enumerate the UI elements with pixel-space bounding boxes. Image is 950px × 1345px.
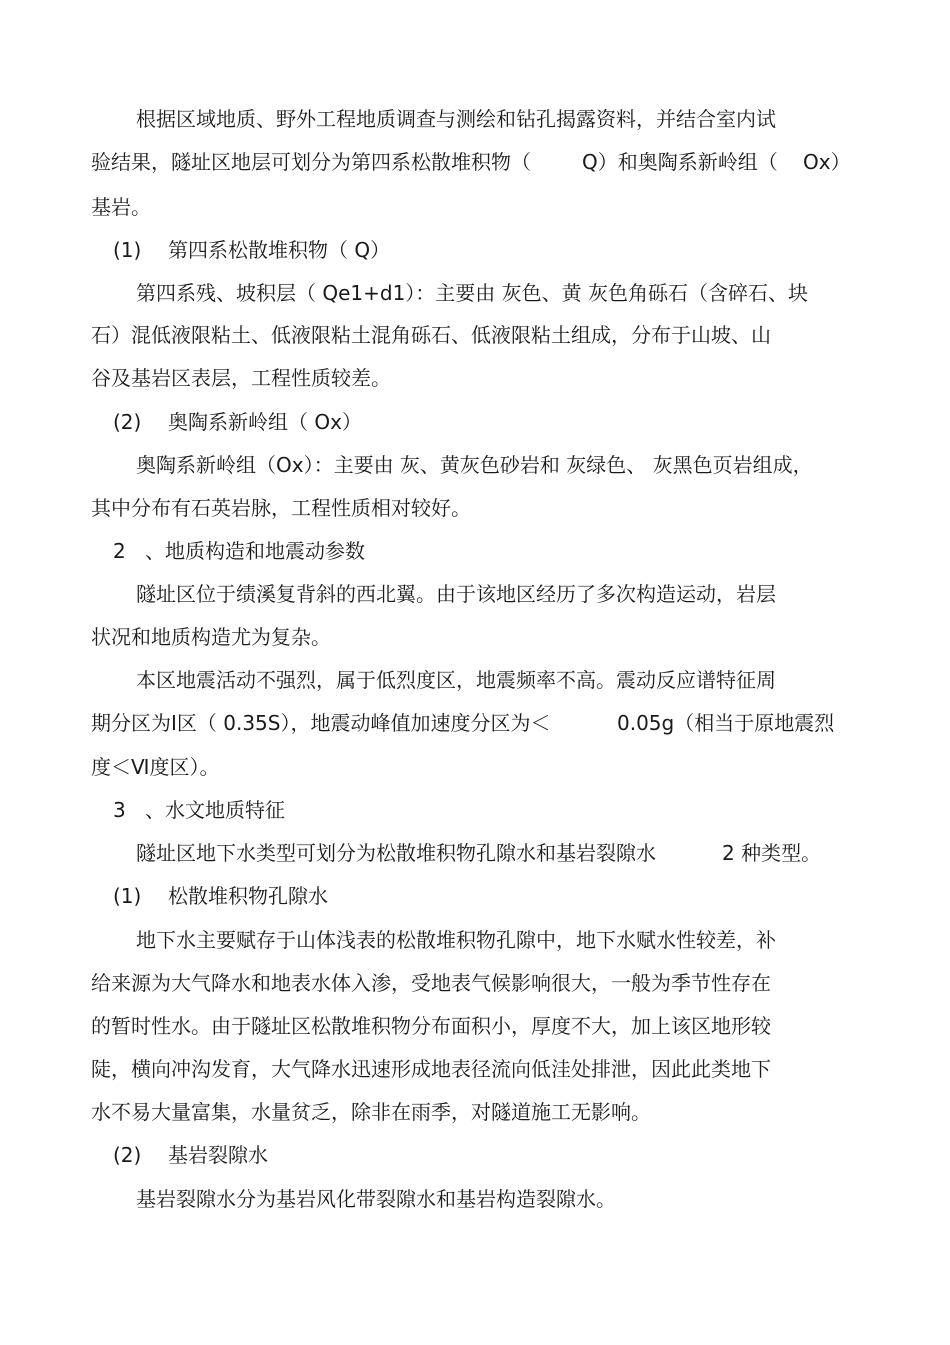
text-segment: 的暂时性水。由于隧址区松散堆积物分布面积小，厚度不大，加上该区地形较 xyxy=(91,1014,771,1038)
text-segment: 本区地震活动不强烈，属于低烈度区，地震频率不高。震动反应谱特征周 xyxy=(136,668,776,692)
paragraph-line xyxy=(0,753,950,781)
paragraph-line xyxy=(0,321,950,349)
text-segment: 隧址区地下水类型可划分为松散堆积物孔隙水和基岩裂隙水 xyxy=(136,841,656,865)
heading-text: 松散堆积物孔隙水 xyxy=(168,884,328,908)
paragraph-line xyxy=(0,969,950,997)
paragraph-line xyxy=(0,1185,950,1213)
paragraph-line xyxy=(0,494,950,522)
text-segment: 其中分布有石英岩脉，工程性质相对较好。 xyxy=(91,496,471,520)
section-title: 、水文地质特征 xyxy=(145,798,285,822)
text-segment: 石）混低液限粘土、低液限粘土混角砾石、低液限粘土组成，分布于山坡、山 xyxy=(91,323,771,347)
paragraph-line xyxy=(0,451,950,479)
sub-heading xyxy=(0,236,950,264)
paragraph-line xyxy=(0,193,950,221)
text-segment: 谷及基岩区表层，工程性质较差。 xyxy=(91,366,391,390)
paragraph-line xyxy=(0,1055,950,1083)
paragraph-line xyxy=(0,105,950,133)
text-segment: Q）和奥陶系新岭组（ xyxy=(582,150,778,174)
text-segment: Ox） xyxy=(803,150,851,174)
paragraph-line xyxy=(0,148,950,176)
heading-number: (2) xyxy=(113,1143,142,1167)
text-segment: 2 种类型。 xyxy=(722,841,822,865)
text-segment: 期分区为Ⅰ区（ 0.35S），地震动峰值加速度分区为＜ xyxy=(91,711,551,735)
heading-number: (2) xyxy=(113,410,142,434)
paragraph-line xyxy=(0,279,950,307)
text-segment: 0.05g（相当于原地震烈 xyxy=(617,711,835,735)
text-segment: 隧址区位于绩溪复背斜的西北翼。由于该地区经历了多次构造运动，岩层 xyxy=(136,582,776,606)
text-segment: 奥陶系新岭组（Ox）：主要由 灰、黄灰色砂岩和 灰绿色、 灰黑色页岩组成， xyxy=(136,453,813,477)
paragraph-line xyxy=(0,839,950,867)
text-segment: 第四系残、坡积层（ Qe1+d1）：主要由 灰色、黄 灰色角砾石（含碎石、块 xyxy=(136,281,809,305)
text-segment: 基岩。 xyxy=(91,195,151,219)
heading-text: 基岩裂隙水 xyxy=(168,1143,268,1167)
text-segment: 验结果，隧址区地层可划分为第四系松散堆积物（ xyxy=(91,150,531,174)
text-segment: 状况和地质构造尤为复杂。 xyxy=(91,625,331,649)
paragraph-line xyxy=(0,580,950,608)
section-heading xyxy=(0,796,950,824)
sub-heading xyxy=(0,408,950,436)
heading-number: (1) xyxy=(113,238,142,262)
paragraph-line xyxy=(0,1012,950,1040)
paragraph-line xyxy=(0,709,950,737)
text-segment: 水不易大量富集，水量贫乏，除非在雨季，对隧道施工无影响。 xyxy=(91,1100,651,1124)
section-heading xyxy=(0,537,950,565)
paragraph-line xyxy=(0,1098,950,1126)
paragraph-line xyxy=(0,364,950,392)
text-segment: 给来源为大气降水和地表水体入渗，受地表气候影响很大，一般为季节性存在 xyxy=(91,971,771,995)
text-segment: 地下水主要赋存于山体浅表的松散堆积物孔隙中，地下水赋水性较差，补 xyxy=(136,928,776,952)
sub-heading xyxy=(0,882,950,910)
text-segment: 根据区域地质、野外工程地质调查与测绘和钻孔揭露资料，并结合室内试 xyxy=(136,107,776,131)
paragraph-line xyxy=(0,666,950,694)
text-segment: 度＜Ⅵ度区）。 xyxy=(91,755,220,779)
text-segment: 基岩裂隙水分为基岩风化带裂隙水和基岩构造裂隙水。 xyxy=(136,1187,616,1211)
section-number: 3 xyxy=(113,798,126,822)
heading-text: 第四系松散堆积物（ Q） xyxy=(168,238,391,262)
section-title: 、地质构造和地震动参数 xyxy=(145,539,365,563)
section-number: 2 xyxy=(113,539,126,563)
paragraph-line xyxy=(0,623,950,651)
sub-heading xyxy=(0,1141,950,1169)
heading-text: 奥陶系新岭组（ Ox） xyxy=(168,410,362,434)
text-segment: 陡，横向冲沟发育，大气降水迅速形成地表径流向低洼处排泄，因此此类地下 xyxy=(91,1057,771,1081)
heading-number: (1) xyxy=(113,884,142,908)
paragraph-line xyxy=(0,926,950,954)
